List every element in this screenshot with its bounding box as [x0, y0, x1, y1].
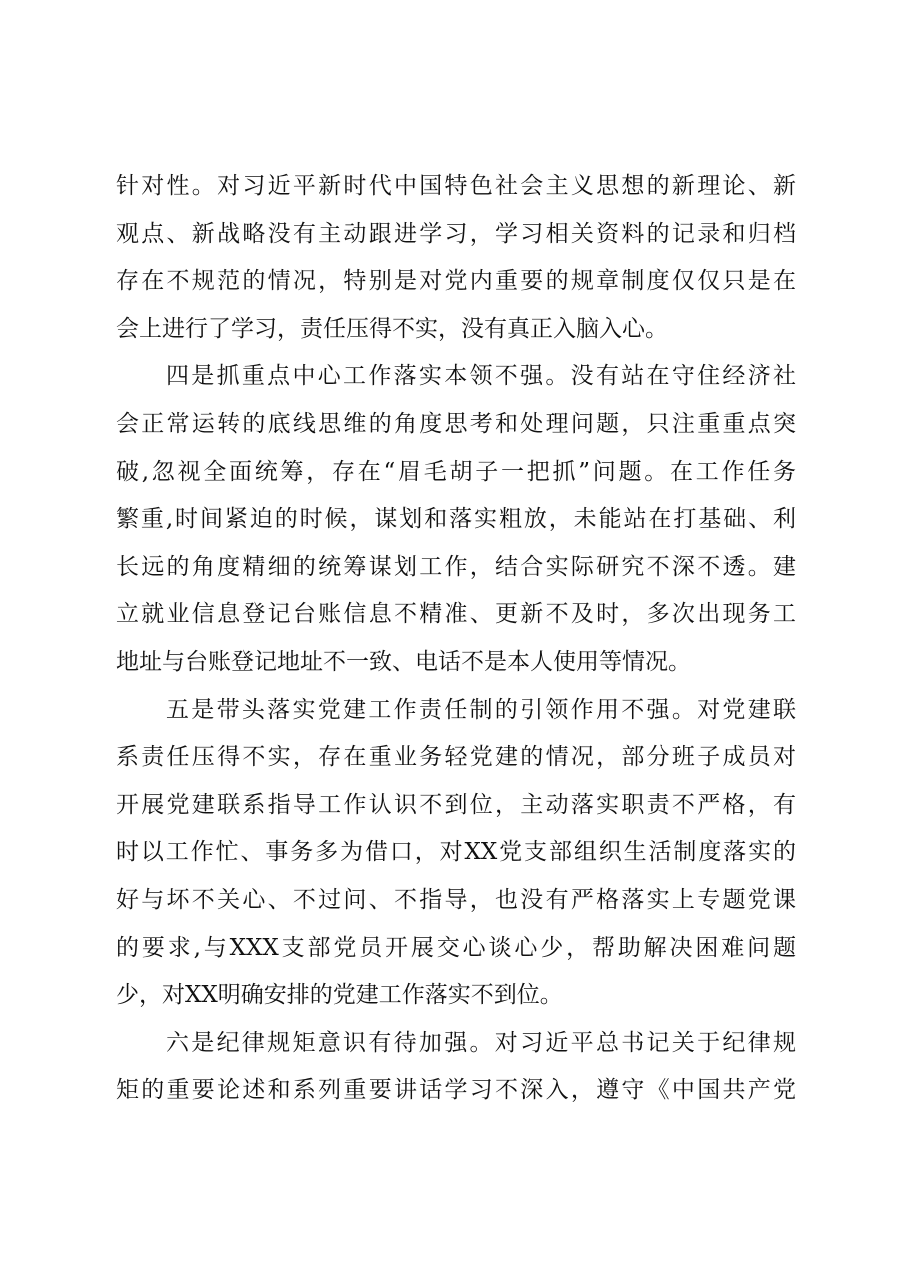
paragraph-point-five: [116, 687, 796, 1020]
document-body: [116, 163, 796, 1115]
paragraph-continuation: [116, 163, 796, 353]
text-line: 好与坏不关心、不过问、不指导，也没有严格落实上专题党课: [116, 886, 796, 913]
text-line: 五是带头落实党建工作责任制的引领作用不强。对党建联: [166, 696, 796, 723]
text-line: 会正常运转的底线思维的角度思考和处理问题，只注重重点突: [116, 410, 796, 437]
text-line: 存在不规范的情况，特别是对党内重要的规章制度仅仅只是在: [116, 268, 796, 295]
text-line: 的要求,与XXX支部党员开展交心谈心少，帮助解决困难问题: [116, 934, 796, 961]
text-line: 少，对XX明确安排的党建工作落实不到位。: [116, 982, 563, 1009]
text-line: 长远的角度精细的统筹谋划工作，结合实际研究不深不透。建: [116, 553, 796, 580]
text-line: 针对性。对习近平新时代中国特色社会主义思想的新理论、新: [116, 173, 796, 199]
text-line: 破,忽视全面统筹，存在“眉毛胡子一把抓”问题。在工作任务: [116, 458, 796, 485]
text-line: 会上进行了学习，责任压得不实，没有真正入脑入心。: [116, 315, 668, 342]
text-line: 地址与台账登记地址不一致、电话不是本人使用等情况。: [116, 648, 691, 675]
text-line: 繁重,时间紧迫的时候，谋划和落实粗放，未能站在打基础、利: [116, 506, 796, 533]
text-line: 观点、新战略没有主动跟进学习，学习相关资料的记录和归档: [116, 220, 796, 247]
text-line: 开展党建联系指导工作认识不到位，主动落实职责不严格，有: [116, 791, 796, 818]
text-line: 立就业信息登记台账信息不精准、更新不及时，多次出现务工: [116, 601, 796, 628]
text-line: 四是抓重点中心工作落实本领不强。没有站在守住经济社: [166, 363, 796, 390]
paragraph-point-six: [116, 1020, 796, 1115]
text-line: 六是纪律规矩意识有待加强。对习近平总书记关于纪律规: [166, 1029, 796, 1056]
text-line: 系责任压得不实，存在重业务轻党建的情况，部分班子成员对: [116, 744, 796, 771]
paragraph-point-four: [116, 353, 796, 686]
text-line: 时以工作忙、事务多为借口，对XX党支部组织生活制度落实的: [116, 839, 796, 866]
text-line: 矩的重要论述和系列重要讲话学习不深入，遵守《中国共产党: [116, 1077, 796, 1104]
